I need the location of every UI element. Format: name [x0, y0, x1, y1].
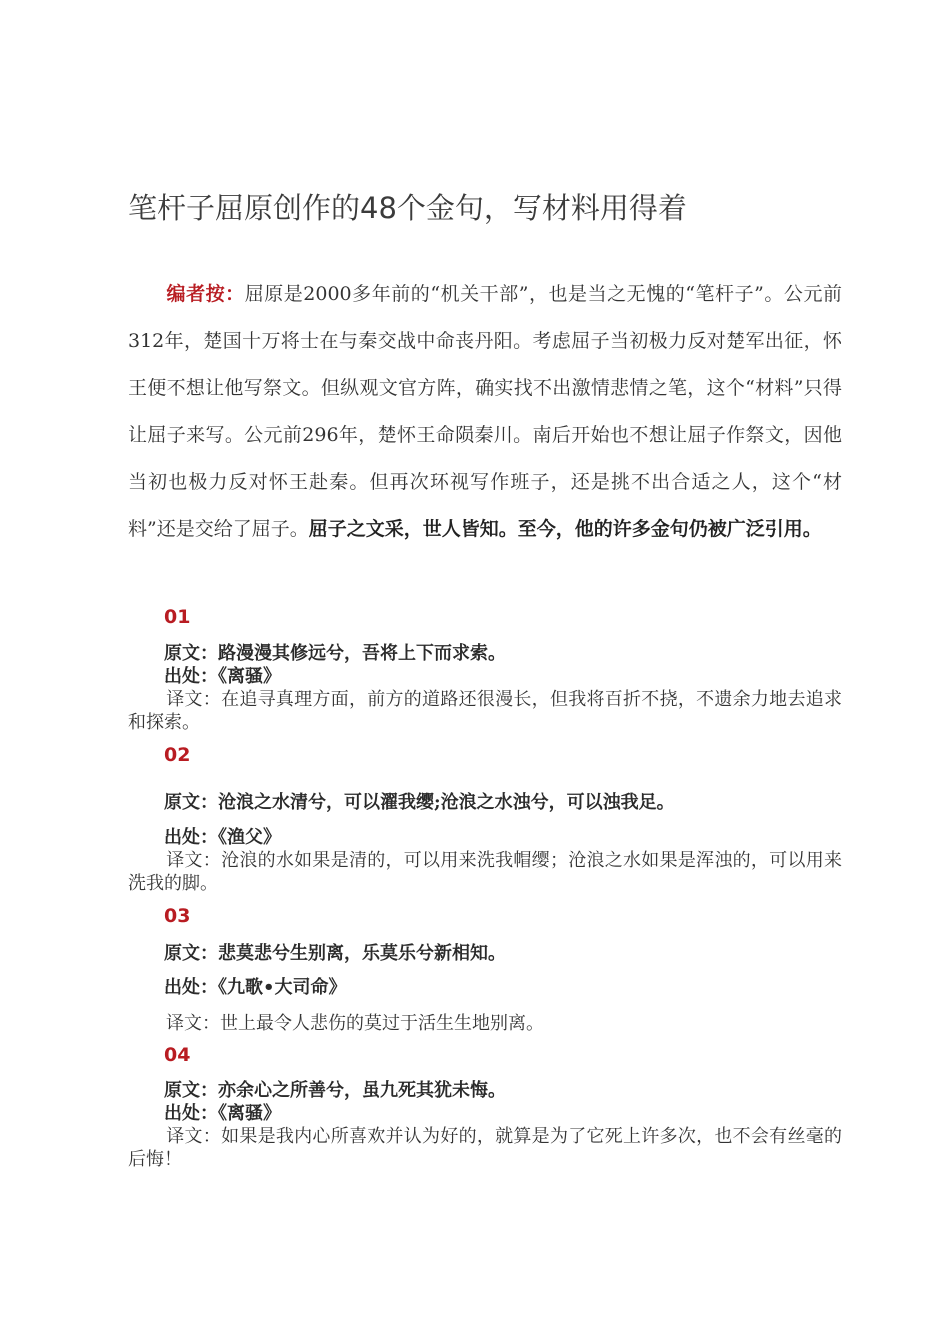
quote-source: 出处：《离骚》 [164, 666, 281, 687]
quote-original: 原文：路漫漫其修远兮，吾将上下而求索。 [164, 643, 506, 664]
quote-number: 02 [164, 744, 191, 766]
quote-number: 04 [164, 1044, 191, 1066]
quote-translation: 译文：在追寻真理方面，前方的道路还很漫长，但我将百折不挠，不遗余力地去追求和探索。 [128, 689, 842, 733]
quote-translation: 译文：如果是我内心所喜欢并认为好的，就算是为了它死上许多次，也不会有丝毫的后悔！ [128, 1126, 842, 1170]
quote-translation: 译文：世上最令人悲伤的莫过于活生生地别离。 [166, 1013, 544, 1034]
quote-original: 原文：悲莫悲兮生别离，乐莫乐兮新相知。 [164, 943, 506, 964]
editor-note [128, 271, 842, 553]
quote-source: 出处：《九歌•大司命》 [164, 977, 347, 998]
editor-note-body: 屈原是2000多年前的“机关干部”，也是当之无愧的“笔杆子”。公元前312年，楚国十万将士在与秦交战中命丧丹阳。考虑屈子当初极力反对楚军出征，怀王便不想让他写祭文。但纵观文官方阵，确实找不出激情悲情之笔，这个“材料”只得让屈子来写。公元前296年，楚怀王命陨秦川。南后开始也不想让屈子作祭文，因他当初也极力反对怀王赴秦。但再次环视写作班子，还是挑不出合适之人，这个“材料”还是交给了屈子。 [128, 283, 842, 540]
editor-note-emphasis: 屈子之文采，世人皆知。至今，他的许多金句仍被广泛引用。 [308, 518, 822, 540]
quote-original: 原文：沧浪之水清兮，可以濯我缨;沧浪之水浊兮，可以浊我足。 [164, 792, 675, 813]
quote-translation: 译文：沧浪的水如果是清的，可以用来洗我帽缨；沧浪之水如果是浑浊的，可以用来洗我的脚。 [128, 850, 842, 894]
quote-source: 出处：《离骚》 [164, 1103, 281, 1124]
quote-number: 03 [164, 905, 191, 927]
quote-source: 出处：《渔父》 [164, 827, 281, 848]
editor-note-label: 编者按： [166, 283, 245, 305]
quote-original: 原文：亦余心之所善兮，虽九死其犹未悔。 [164, 1080, 506, 1101]
page-title: 笔杆子屈原创作的48个金句，写材料用得着 [128, 191, 687, 225]
quote-number: 01 [164, 606, 191, 628]
